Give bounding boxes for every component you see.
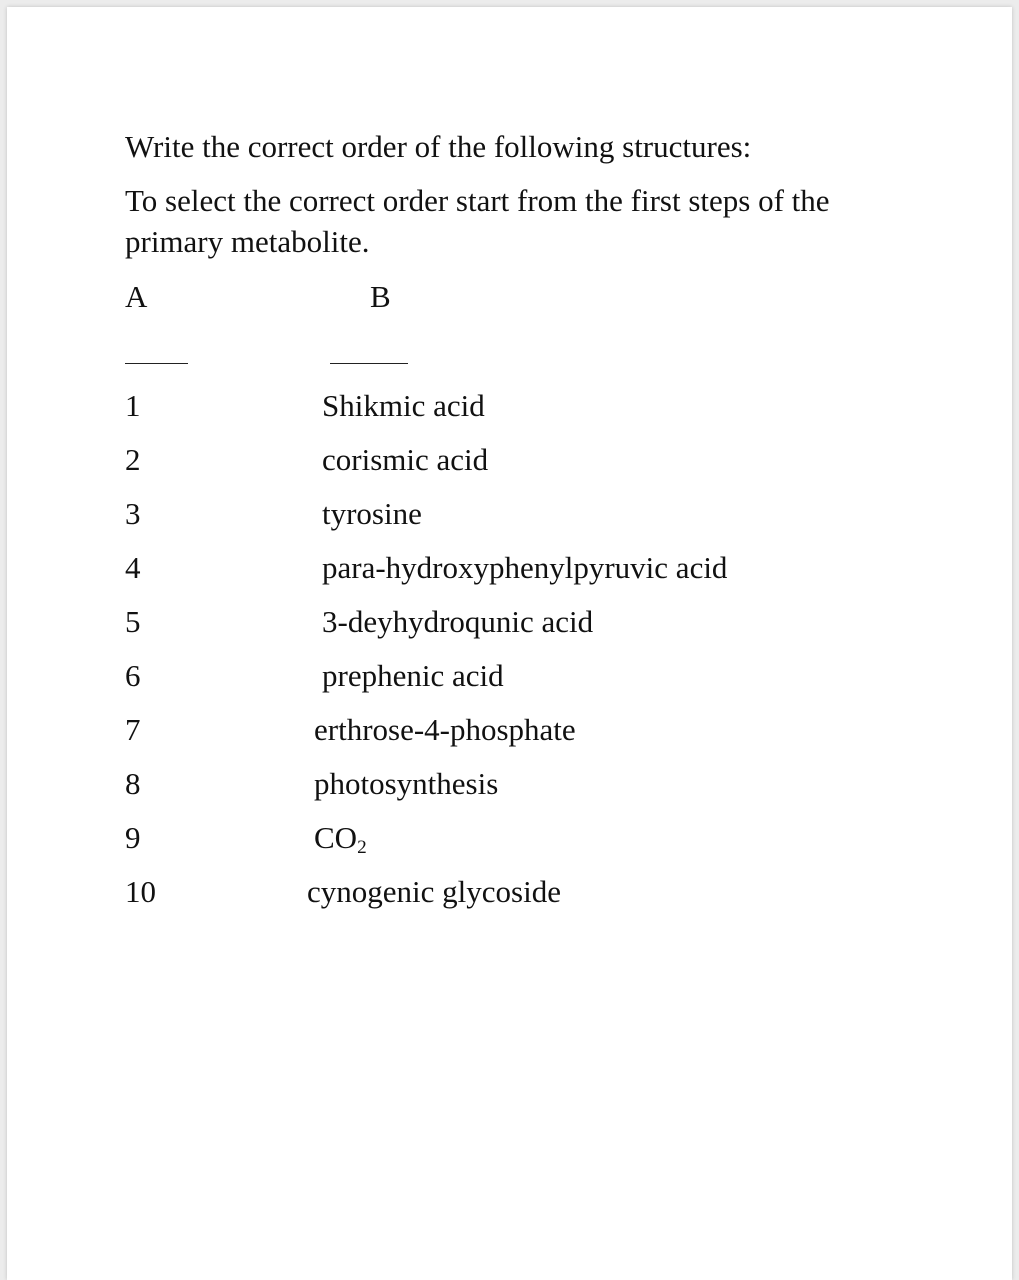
row-item: photosynthesis (314, 766, 499, 801)
column-b-underline (330, 363, 408, 364)
row-number: 2 (125, 442, 141, 477)
row-number: 7 (125, 712, 141, 747)
co2-subscript: 2 (357, 836, 367, 858)
question-line-3: primary metabolite. (125, 224, 370, 259)
row-number: 4 (125, 550, 141, 585)
row-item: 3-deyhydroqunic acid (322, 604, 594, 639)
co2-text: CO (314, 820, 358, 855)
row-item: corismic acid (322, 442, 489, 477)
row-item-co2 (314, 820, 367, 858)
row-number: 5 (125, 604, 141, 639)
row-number: 8 (125, 766, 141, 801)
row-number: 3 (125, 496, 141, 531)
row-item: para-hydroxyphenylpyruvic acid (322, 550, 728, 585)
row-item: prephenic acid (322, 658, 504, 693)
column-a-header: A (125, 279, 148, 314)
column-b-header: B (370, 279, 391, 314)
question-line-1: Write the correct order of the following structures: (125, 129, 752, 164)
row-number: 6 (125, 658, 141, 693)
row-number: 9 (125, 820, 141, 855)
row-number: 10 (125, 874, 156, 909)
row-item: cynogenic glycoside (307, 874, 561, 909)
row-number: 1 (125, 388, 141, 423)
row-item: tyrosine (322, 496, 422, 531)
question-line-2: To select the correct order start from the first steps of the (125, 183, 830, 218)
row-item: Shikmic acid (322, 388, 485, 423)
row-item: erthrose-4-phosphate (314, 712, 576, 747)
column-a-underline (125, 363, 188, 364)
